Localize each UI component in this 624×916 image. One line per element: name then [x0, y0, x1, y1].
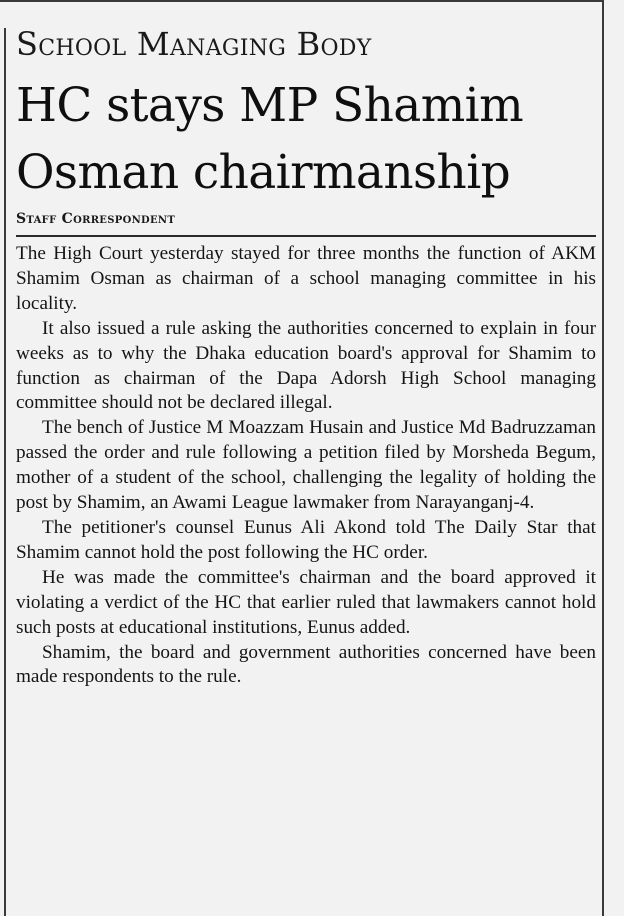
paragraph-2: It also issued a rule asking the authorities concerned to explain in four weeks as to why the Dhaka education board's approval for Shamim to function as chairman of the Dapa Adorsh High School managing committee should not be declared illegal. — [16, 317, 596, 414]
headline-line-1: HC stays MP Shamim — [16, 78, 524, 133]
paragraph-6: Shamim, the board and government authorities concerned have been made respondents to the rule. — [16, 641, 596, 688]
paragraph-4: The petitioner's counsel Eunus Ali Akond told The Daily Star that Shamim cannot hold the post following the HC order. — [16, 516, 596, 563]
right-column-rule — [602, 0, 604, 916]
paragraph-1: The High Court yesterday stayed for three months the function of AKM Shamim Osman as chairman of a school managing committee in his locality. — [16, 243, 596, 314]
left-column-rule — [4, 28, 6, 916]
article-byline: Staff Correspondent — [16, 211, 176, 227]
paragraph-3: The bench of Justice M Moazzam Husain and Justice Md Badruzzaman passed the order and rule following a petition filed by Morsheda Begum, mother of a student of the school, challenging the legality of holding the post by Shamim, an Awami League lawmaker from Narayanganj-4. — [16, 417, 596, 514]
headline-line-2: Osman chairmanship — [16, 145, 511, 200]
article-headline — [16, 72, 596, 206]
paragraph-5: He was made the committee's chairman and the board approved it violating a verdict of the HC that earlier ruled that lawmakers cannot hold such posts at educational institutions, Eunus added. — [16, 566, 596, 638]
article-body — [16, 242, 596, 690]
byline-divider — [16, 235, 596, 237]
top-border-rule — [0, 0, 602, 2]
article-kicker: School Managing Body — [16, 25, 372, 63]
news-article — [16, 22, 596, 690]
